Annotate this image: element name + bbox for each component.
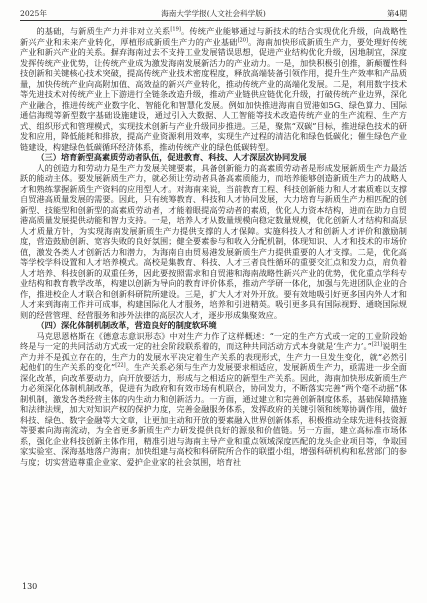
citation-marker: [20] — [237, 36, 248, 43]
page-number: 130 — [22, 582, 38, 591]
body-paragraph: 人的创造力和劳动力是生产力发展关键要素，具备创新能力的高素质劳动者是形成发展新质生产力最活跃的能动主体。要发展新质生产力，就必须让劳动者具备高素质能力，而培养能够创造新质生产力的战略人才和熟练掌握新质生产资料的应用型人才。对海南来说，当前教育工程、科技创新能力和人才素质难以支撑自贸港高质量发展的需要。因此，只有统筹教育、科技和人才协同发展，大力培育与新质生产力相匹配的创新型、技能型和创新型的高素质劳动者，才能着眼提高劳动者的素质，优化人力资本结构，进而在助力自贸港高质量发展提供动能和智力支持。一是，培养人才从数量规模向稳定数量规模，优化创新人才结构和高层人才质量方针，为实现海南发展新质生产力提供支撑的人才保障。实施科技人才和创新人才评价和激励制度，营造鼓励创新、宽容失败的良好氛围；健全要素参与和收入分配机制，体现知识、人才和技术的市场价值，激发各类人才创新活力和潜力，为海南自由贸易港发展新质生产力提供重要的人才支撑。二是，优化高等学校学科设置和人才培养模式。高校是集教育、科技、人才三者良性循环的重要交汇点和发力点，肩负着人才培养、科技创新的双重任务，因此要按照需求和自贸港和海南战略性新兴产业的优势，优化重点学科专业结构和教育教学改革，构建以创新为导向的教育评价体系，推动产学研一体化，加强与先进团队企业的合作，推进校企人才联合和创新科研院所建设。三是，扩大人才对外开放。要有效地吸引好更多国内外人才和人才来到海南工作并可成事，构建国际化人才服务，培养和引进精英。吸引更多具有国际视野、通晓国际规则的经营管理、经营服务和涉外法律的高层次人才，逐步形成集聚效应。 — [20, 162, 407, 320]
header-issue: 第4期 — [386, 9, 407, 18]
header-journal-title: 海南大学学报(人文社会科学版) — [161, 9, 266, 18]
section-heading-3: （三）培育新型高素质劳动者队伍，促进教育、科技、人才深层次协同发展 — [36, 152, 307, 162]
citation-marker: [21] — [371, 341, 383, 348]
running-header — [20, 8, 407, 21]
body-paragraph: 马克思恩格斯在《德意志意识形态》中对生产力作了这样概述：“一定的生产方式或一定的工业阶段始终是与一定的共同活动方式或一定的社会阶段联系着的，而这种共同活动方式本身就是‘生产力’。”[21]说明生产力并不是孤立存在的，生产力的发展水平决定着生产关系的表现形式，生产力一旦发生变化，就“必然引起他们的生产关系的变化”[22]。生产关系必须与生产力发展要求相适应，发展新质生产力，亟需进一步全面深化改革，向改革要动力，向开放要活力，形成与之相适应的新型生产关系。因此，海南加快形成新质生产力必须深化体制机制改革，促进有为政府和有效市场有机联合，协同发力，不断落实完善“两个毫不动摇”体制机制，激发各类经营主体的内生动力和创新活力。一方面，通过建立和完善创新制度体系，基础保障措施和法律法规，加大对知识产权的保护力度，完善金融服务体系，发挥政府的关键引领和统筹协调作用，做好科技、绿色、数字金融等大文章，让更加主动和开放的要素融入世界创新体系，积极推动全球先进科技资源等要素向海南流动，为全省更多新质生产力研发提供良好的源泉和价值链。另一方面，建立高标准市场体系，强化企业科技创新主体作用，精准引进与海南主导产业和重点领域深度匹配的龙头企业项目等，争取国家实验室、深海基地落户海南；加快组建与高校和科研院所合作的联盟小组，增强科研机构和私营部门的参与度；切实营造尊重企业家、爱护企业家的社会氛围，培育社 — [20, 330, 407, 467]
citation-marker: [19] — [170, 26, 181, 33]
body-paragraph: 的基础，与新质生产力并非对立关系[19]。传统产业能够通过与新技术的结合实现优化升级，向战略性新兴产业和未来产业转化，厚植形成新质生产力的产业基础[20]。海南加快形成新质生产力，要处理好传统产业和新兴产业的关系。摒弃海南过去不支持工业发展错误思想，促进产业结构优化升级，因地制宜，深度发挥传统产业优势，让传统产业成为激发海南发展新活力的产业动力。一是，加快积极引创推，新颠覆性科技创新和关键核心技术突破，提高传统产业技术密度程度，释放高端装备引领作用，提升生产效率和产品质量，加快传统产业向高附加值、高效益的新兴产业转化，推动传统产业的高端化发展。二是，利用数字技术等先进技术对传统产业上下游进行全链条改造升级，推动产业链供应链优化升级，打破传统产业边界，深化产业融合，推进传统产业数字化、智能化和智慧化发展。例如加快推进海南自贸港如5G、绿色算力、国际通信海缆等新型数字基础设施建设，通过引入大数据、人工智能等技术改造传统产业的生产流程、生产方式、组织形式和管理模式，实现技术创新与产业升级同步推进。三是，聚焦“双碳”目标，推进绿色技术的研发和应用，降低能耗和排放，提高产业资源利用效率，实现生产过程的清洁化和绿色低碳化；催生绿色产业链建设，构建绿色低碳循环经济体系，推动传统产业的绿色低碳转型。 — [20, 26, 407, 152]
citation-marker: [22] — [115, 362, 126, 369]
section-heading-4: （四）深化体制机制改革，营造良好的制度软环境 — [36, 320, 217, 330]
article-body — [20, 26, 407, 576]
header-year: 2025年 — [20, 9, 47, 18]
